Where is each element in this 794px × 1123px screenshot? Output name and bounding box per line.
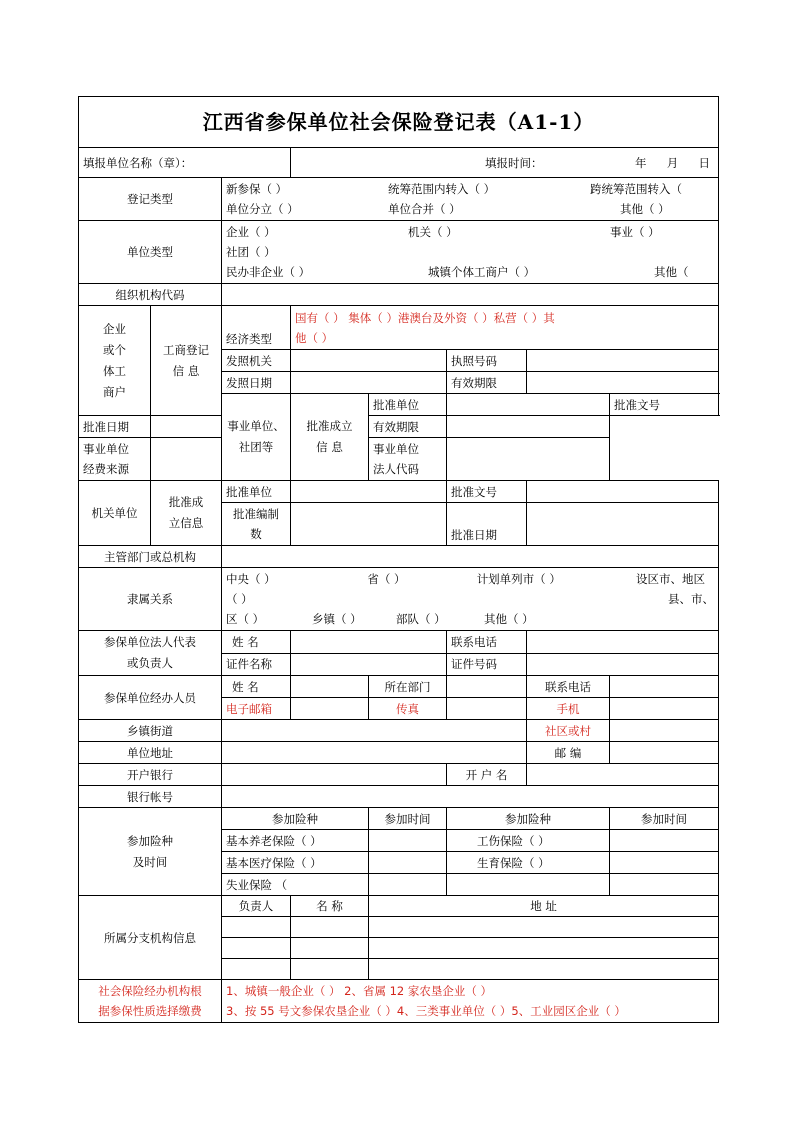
option-district[interactable]: 区（ ） [226, 612, 265, 626]
legal-rep-id-name-label: 证件名称 [222, 653, 291, 676]
injury-time-field[interactable] [610, 830, 719, 852]
branch-name-header: 名 称 [291, 896, 369, 917]
unit-name-label: 填报单位名称（章）： [79, 148, 291, 178]
handler-fax-field[interactable] [447, 698, 527, 720]
unit-type-options [222, 221, 719, 284]
handler-email-field[interactable] [291, 698, 369, 720]
legal-rep-id-no-label: 证件号码 [447, 653, 527, 676]
staffing-label: 批准编制 数 [222, 503, 291, 546]
community-label: 社区或村 [527, 720, 610, 742]
account-name-field[interactable] [527, 764, 719, 786]
approval-date-label: 批准日期 [79, 416, 151, 438]
pension-time-field[interactable] [369, 830, 447, 852]
branch-person-field[interactable] [222, 938, 291, 959]
medical-insurance-option[interactable]: 基本医疗保险（ ） [222, 852, 369, 874]
approval-no-label: 批准文号 [610, 394, 719, 416]
fill-time-field[interactable] [291, 148, 719, 178]
option-central[interactable]: 中央（ ） [226, 572, 276, 586]
handler-dept-field[interactable] [447, 676, 527, 698]
option-association[interactable]: 社团（ ） [226, 245, 276, 259]
economy-type-options[interactable]: 国有（ ） 集体（ ）港澳台及外资（ ）私营（ ）其 他（ ） [291, 306, 719, 350]
approval-info-label: 批准成立 信 息 [291, 394, 369, 481]
handler-mobile-label: 手机 [527, 698, 610, 720]
enterprise-valid-period-label: 有效期限 [447, 372, 527, 394]
unit-address-field[interactable] [222, 742, 527, 764]
maternity-insurance-option[interactable]: 生育保险（ ） [447, 852, 610, 874]
agency-approval-no-label: 批准文号 [447, 481, 527, 503]
branch-person-header: 负责人 [222, 896, 291, 917]
fill-time-label: 填报时间： [485, 155, 543, 170]
branch-name-field[interactable] [291, 938, 369, 959]
unit-type-label: 单位类型 [79, 221, 222, 284]
economy-type-label: 经济类型 [222, 306, 291, 350]
handler-mobile-field[interactable] [610, 698, 719, 720]
supervisor-label: 主管部门或总机构 [79, 546, 222, 568]
agency-approver-label: 批准单位 [222, 481, 291, 503]
option-planned-city[interactable]: 计划单列市（ ） [476, 572, 561, 586]
bank-field[interactable] [222, 764, 447, 786]
insurance-time-header-2: 参加时间 [610, 808, 719, 830]
pension-insurance-option[interactable]: 基本养老保险（ ） [222, 830, 369, 852]
issue-date-label: 发照日期 [222, 372, 291, 394]
option-other-affiliation[interactable]: 其他（ ） [484, 612, 534, 626]
injury-insurance-option[interactable]: 工伤保险（ ） [447, 830, 610, 852]
option-other[interactable]: 其他（ ） [620, 202, 670, 216]
handler-fax-label: 传真 [369, 698, 447, 720]
extra-insurance-option[interactable] [447, 874, 610, 896]
branch-address-field[interactable] [369, 917, 719, 938]
bank-label: 开户银行 [79, 764, 222, 786]
approver-field[interactable] [447, 394, 610, 416]
branch-address-header: 地 址 [369, 896, 719, 917]
year-label: 年 [635, 155, 647, 170]
branch-person-field[interactable] [222, 917, 291, 938]
maternity-time-field[interactable] [610, 852, 719, 874]
fee-selection-options[interactable]: 1、城镇一般企业（ ） 2、省属 12 家农垦企业（ ） 3、按 55 号文参保农垦企业（ ）4、三类事业单位（ ）5、工业园区企业（ ） [222, 980, 719, 1023]
branch-name-field[interactable] [291, 959, 369, 980]
legal-code-field[interactable] [447, 438, 610, 481]
affiliation-label: 隶属关系 [79, 568, 222, 631]
license-no-label: 执照号码 [447, 350, 527, 372]
option-enterprise[interactable]: 企业（ ） [226, 225, 276, 239]
handler-name-field[interactable] [291, 676, 369, 698]
org-code-field[interactable] [222, 284, 719, 306]
branch-name-field[interactable] [291, 917, 369, 938]
insurance-time-header: 参加时间 [369, 808, 447, 830]
enterprise-valid-period-field[interactable] [527, 372, 719, 394]
option-other-unit[interactable]: 其他（ [654, 265, 689, 279]
institution-group-label: 事业单位、 社团等 [222, 394, 291, 481]
fee-selection-label: 社会保险经办机构根 据参保性质选择缴费 [79, 980, 222, 1023]
town-street-field[interactable] [222, 720, 527, 742]
legal-rep-id-no-field[interactable] [527, 653, 719, 676]
bank-account-label: 银行帐号 [79, 786, 222, 808]
fund-source-label: 事业单位 经费来源 [79, 438, 151, 481]
agency-approval-no-field[interactable] [527, 481, 719, 503]
agency-approver-field[interactable] [291, 481, 447, 503]
month-label: 月 [666, 155, 679, 170]
option-unit-merge[interactable]: 单位合并（ ） [388, 202, 461, 216]
handler-dept-label: 所在部门 [369, 676, 447, 698]
affiliation-county: 县、市、 [668, 592, 715, 606]
insurance-type-header: 参加险种 [222, 808, 369, 830]
legal-rep-phone-label: 联系电话 [447, 631, 527, 654]
option-military[interactable]: 部队（ ） [396, 612, 446, 626]
bank-account-field[interactable] [222, 786, 719, 808]
unemployment-time-field[interactable] [369, 874, 447, 896]
form-table [78, 96, 719, 1023]
issuer-field[interactable] [291, 350, 447, 372]
unit-address-label: 单位地址 [79, 742, 222, 764]
option-transfer-in[interactable]: 统筹范围内转入（ ） [388, 182, 496, 196]
institution-valid-period-field[interactable] [447, 416, 610, 438]
registration-form [78, 96, 718, 1023]
option-public-institution[interactable]: 事业（ ） [610, 225, 660, 239]
unemployment-insurance-option[interactable]: 失业保险 （ [222, 874, 369, 896]
agency-approval-info-label: 批准成 立信息 [151, 481, 222, 546]
registration-type-options [222, 178, 719, 221]
agency-group-label: 机关单位 [79, 481, 151, 546]
handler-phone-label: 联系电话 [527, 676, 610, 698]
legal-rep-phone-field[interactable] [527, 631, 719, 654]
option-district-city[interactable]: 设区市、地区 [636, 572, 706, 586]
day-label: 日 [698, 155, 710, 170]
issue-date-field[interactable] [291, 372, 447, 394]
approver-label: 批准单位 [369, 394, 447, 416]
institution-valid-period-label: 有效期限 [369, 416, 447, 438]
account-name-label: 开 户 名 [447, 764, 527, 786]
legal-rep-label: 参保单位法人代表 或负责人 [79, 631, 222, 676]
postcode-field[interactable] [610, 742, 719, 764]
issuer-label: 发照机关 [222, 350, 291, 372]
postcode-label: 邮 编 [527, 742, 610, 764]
extra-time-field[interactable] [610, 874, 719, 896]
supervisor-field[interactable] [222, 546, 719, 568]
option-new-insured[interactable]: 新参保（ ） [226, 182, 288, 196]
insurance-label: 参加险种 及时间 [79, 808, 222, 896]
handler-name-label: 姓 名 [222, 676, 291, 698]
form-title: 江西省参保单位社会保险登记表（A1-1） [79, 97, 719, 148]
license-no-field[interactable] [527, 350, 719, 372]
handler-email-label: 电子邮箱 [222, 698, 291, 720]
staffing-field[interactable] [291, 503, 447, 546]
insurance-type-header-2: 参加险种 [447, 808, 610, 830]
handler-phone-field[interactable] [610, 676, 719, 698]
affiliation-options [222, 568, 719, 631]
handler-label: 参保单位经办人员 [79, 676, 222, 720]
option-cross-transfer[interactable]: 跨统筹范围转入（ [590, 182, 683, 196]
agency-approval-date-label: 批准日期 [447, 503, 527, 546]
enterprise-group-label: 企业 或个 体工 商户 [79, 306, 151, 416]
branch-person-field[interactable] [222, 959, 291, 980]
option-province[interactable]: 省（ ） [367, 572, 406, 586]
town-street-label: 乡镇街道 [79, 720, 222, 742]
option-unit-split[interactable]: 单位分立（ ） [226, 202, 299, 216]
affiliation-paren[interactable]: （ ） [226, 592, 253, 606]
registration-type-label: 登记类型 [79, 178, 222, 221]
branch-label: 所属分支机构信息 [79, 896, 222, 980]
community-field[interactable] [610, 720, 719, 742]
option-agency[interactable]: 机关（ ） [408, 225, 458, 239]
legal-rep-name-field[interactable] [291, 631, 447, 654]
branch-address-field[interactable] [369, 959, 719, 980]
legal-code-label: 事业单位 法人代码 [369, 438, 447, 481]
option-individual-business[interactable]: 城镇个体工商户（ ） [428, 265, 536, 279]
legal-rep-id-name-field[interactable] [291, 653, 447, 676]
agency-approval-date-field[interactable] [527, 503, 719, 546]
legal-rep-name-label: 姓 名 [222, 631, 291, 654]
option-township[interactable]: 乡镇（ ） [312, 612, 362, 626]
org-code-label: 组织机构代码 [79, 284, 222, 306]
business-registration-label: 工商登记 信 息 [151, 306, 222, 416]
option-private-nonenterprise[interactable]: 民办非企业（ ） [226, 265, 311, 279]
branch-address-field[interactable] [369, 938, 719, 959]
medical-time-field[interactable] [369, 852, 447, 874]
